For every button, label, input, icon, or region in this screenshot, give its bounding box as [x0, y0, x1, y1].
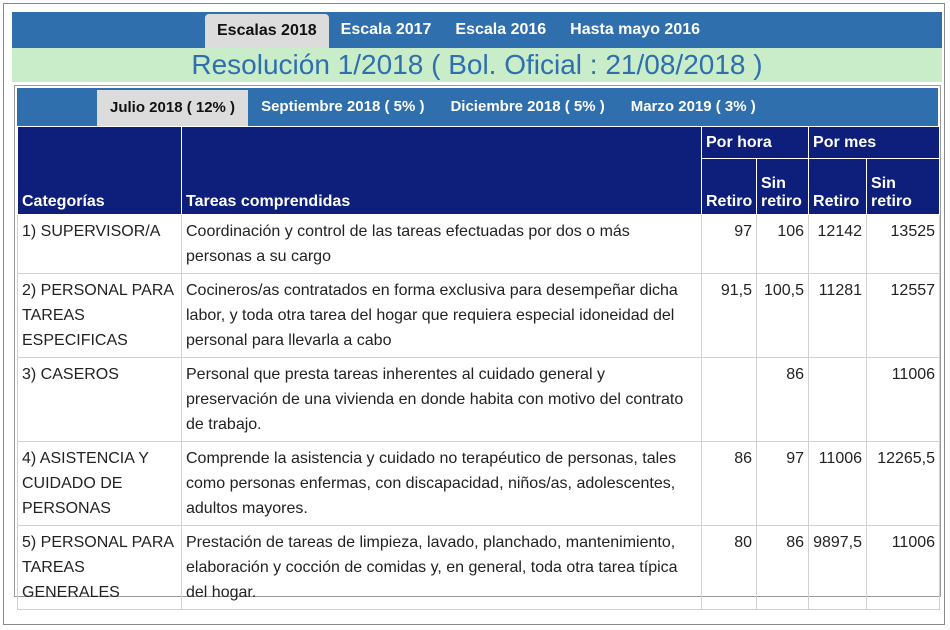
cell-mes-sin-retiro: 11006: [867, 358, 940, 442]
cell-hora-sin-retiro: 100,5: [757, 274, 809, 358]
header-tareas: Tareas comprendidas: [182, 127, 702, 215]
cell-mes-sin-retiro: 12557: [867, 274, 940, 358]
header-mes-retiro: Retiro: [809, 159, 867, 215]
tab-escala-2017[interactable]: Escala 2017: [340, 21, 432, 38]
tab-hasta-mayo-2016[interactable]: Hasta mayo 2016: [570, 21, 701, 38]
tab-septiembre-2018[interactable]: Septiembre 2018 ( 5% ): [261, 98, 425, 115]
tab-escala-2016[interactable]: Escala 2016: [455, 21, 547, 38]
header-hora-sin-retiro: Sin retiro: [757, 159, 809, 215]
header-categorias: Categorías: [18, 127, 182, 215]
header-mes-sin-retiro: Sin retiro: [867, 159, 940, 215]
cell-categoria: 1) SUPERVISOR/A: [18, 215, 182, 274]
cell-mes-retiro: [809, 358, 867, 442]
cell-mes-retiro: 12142: [809, 215, 867, 274]
cell-categoria: 5) PERSONAL PARA TAREAS GENERALES: [18, 526, 182, 610]
salary-table: [17, 126, 940, 610]
table-row: [18, 215, 940, 274]
table-row: [18, 442, 940, 526]
cell-mes-retiro: 11006: [809, 442, 867, 526]
tab-julio-2018[interactable]: Julio 2018 ( 12% ): [97, 90, 248, 126]
header-hora-retiro: Retiro: [702, 159, 757, 215]
cell-mes-retiro: 11281: [809, 274, 867, 358]
cell-hora-sin-retiro: 106: [757, 215, 809, 274]
cell-hora-retiro: [702, 358, 757, 442]
table-row: [18, 358, 940, 442]
header-por-hora: Por hora: [702, 127, 809, 159]
cell-categoria: 4) ASISTENCIA Y CUIDADO DE PERSONAS: [18, 442, 182, 526]
cell-hora-retiro: 80: [702, 526, 757, 610]
cell-hora-retiro: 97: [702, 215, 757, 274]
cell-tareas: Personal que presta tareas inherentes al cuidado general y preservación de una vivienda en donde habita con motivo del contrato de trabajo.: [182, 358, 702, 442]
cell-tareas: Prestación de tareas de limpieza, lavado, planchado, mantenimiento, elaboración y cocción de comidas y, en general, toda otra tarea típica del hogar.: [182, 526, 702, 610]
cell-categoria: 2) PERSONAL PARA TAREAS ESPECIFICAS: [18, 274, 182, 358]
cell-mes-sin-retiro: 13525: [867, 215, 940, 274]
tab-diciembre-2018[interactable]: Diciembre 2018 ( 5% ): [450, 98, 605, 115]
cell-tareas: Coordinación y control de las tareas efectuadas por dos o más personas a su cargo: [182, 215, 702, 274]
resolution-title: Resolución 1/2018 ( Bol. Oficial : 21/08/2018 ): [12, 48, 942, 82]
tab-marzo-2019[interactable]: Marzo 2019 ( 3% ): [630, 98, 756, 115]
cell-hora-retiro: 91,5: [702, 274, 757, 358]
cell-hora-retiro: 86: [702, 442, 757, 526]
cell-tareas: Cocineros/as contratados en forma exclusiva para desempeñar dicha labor, y toda otra tarea del hogar que requiera especial idoneidad del personal para llevarla a cabo: [182, 274, 702, 358]
scale-panel: [14, 85, 941, 601]
cell-mes-sin-retiro: 12265,5: [867, 442, 940, 526]
cell-tareas: Comprende la asistencia y cuidado no terapéutico de personas, tales como personas enfermas, con discapacidad, niños/as, adolescentes, adultos mayores.: [182, 442, 702, 526]
cell-categoria: 3) CASEROS: [18, 358, 182, 442]
top-tab-bar: [12, 12, 942, 48]
cell-mes-retiro: 9897,5: [809, 526, 867, 610]
header-por-mes: Por mes: [809, 127, 940, 159]
cell-hora-sin-retiro: 86: [757, 526, 809, 610]
table-row: [18, 526, 940, 610]
tab-escalas-2018[interactable]: Escalas 2018: [205, 14, 329, 48]
cell-hora-sin-retiro: 86: [757, 358, 809, 442]
cell-hora-sin-retiro: 97: [757, 442, 809, 526]
table-row: [18, 274, 940, 358]
cell-mes-sin-retiro: 11006: [867, 526, 940, 610]
sub-tab-bar: [17, 88, 938, 126]
